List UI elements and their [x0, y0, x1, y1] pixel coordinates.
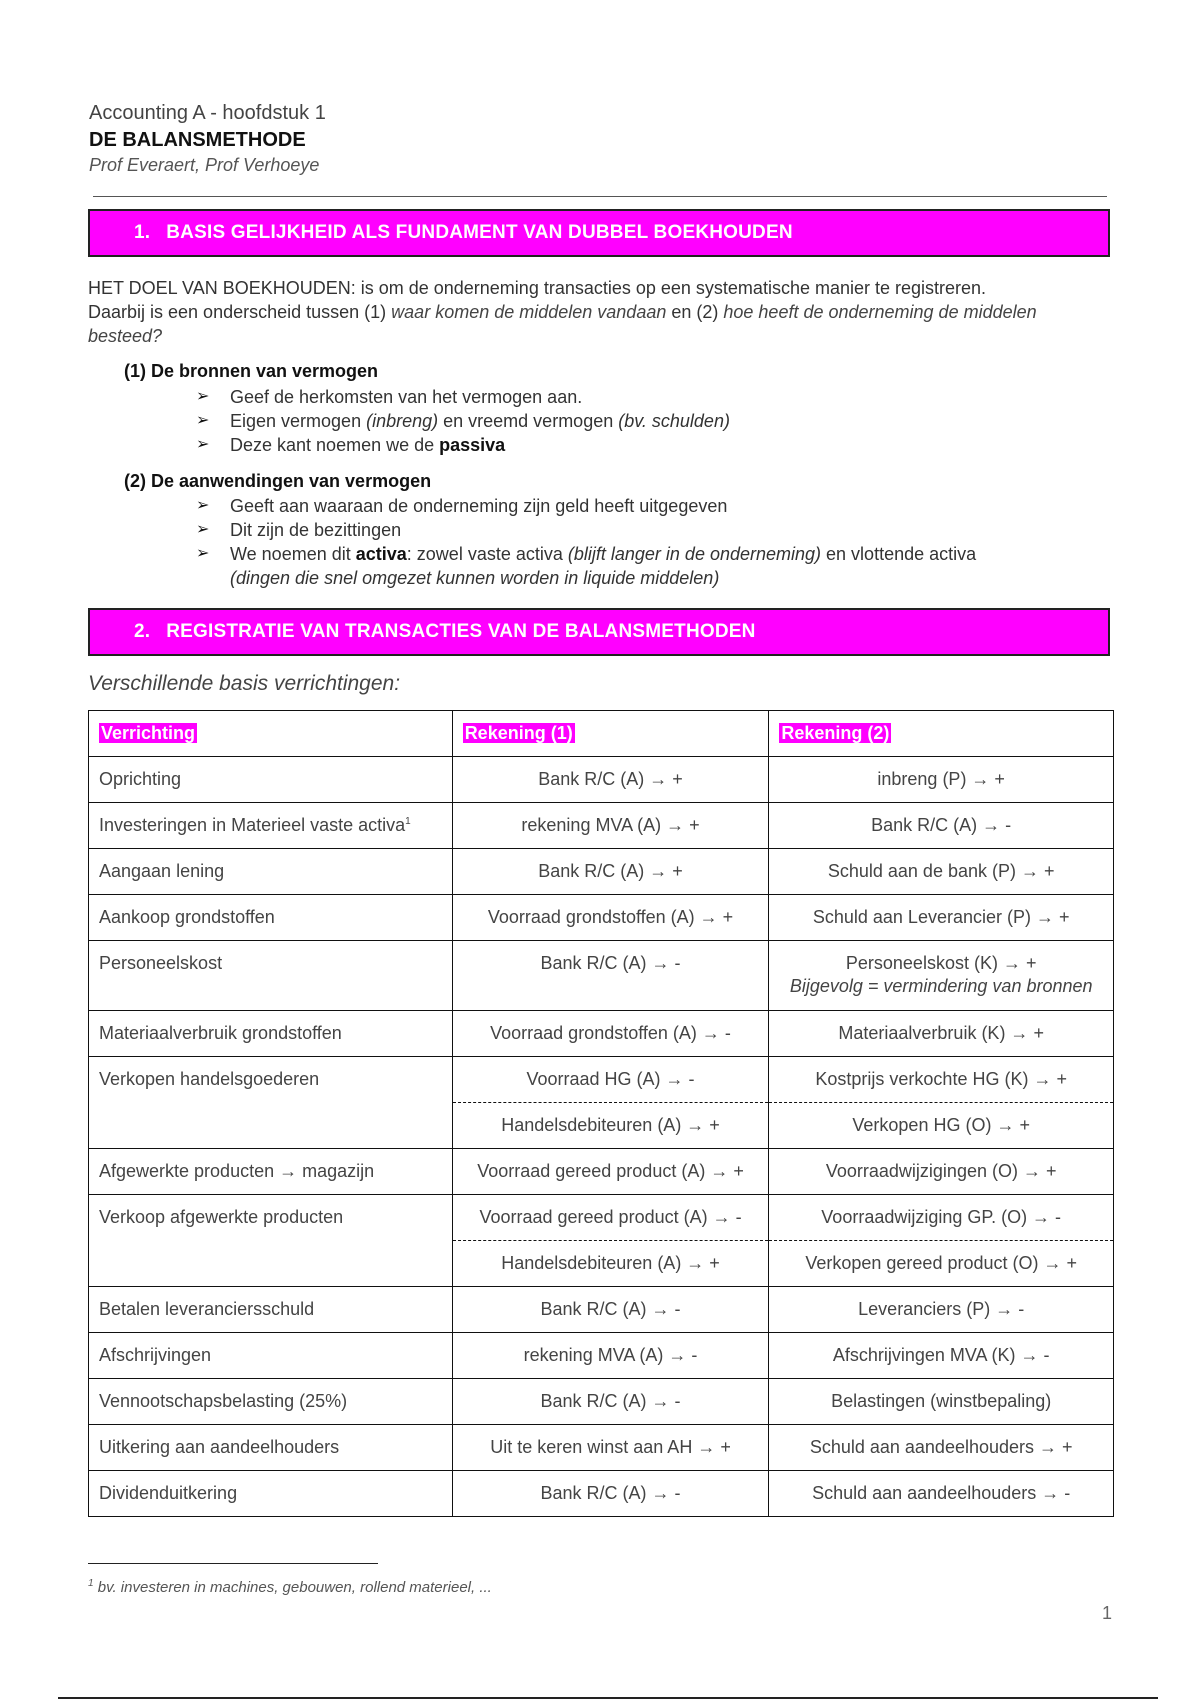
table-cell: inbreng (P) → + [769, 757, 1114, 803]
chapter-title: DE BALANSMETHODE [89, 129, 306, 151]
table-cell: Betalen leveranciersschuld [89, 1287, 453, 1333]
table-cell: Verkopen gereed product (O) → + [769, 1241, 1114, 1287]
table-row [89, 895, 1114, 941]
table-cell: Oprichting [89, 757, 453, 803]
table-cell: Voorraadwijzigingen (O) → + [769, 1149, 1114, 1195]
arrow-bullet-icon: ➢ [196, 521, 210, 538]
bronnen-list [196, 385, 1096, 457]
table-row [89, 1379, 1114, 1425]
list-item: ➢ Dit zijn de bezittingen [196, 520, 402, 540]
table-cell: Handelsdebiteuren (A) → + [452, 1103, 769, 1149]
table-cell: rekening MVA (A) → + [452, 803, 769, 849]
aanwendingen-list [196, 494, 1096, 590]
arrow-bullet-icon: ➢ [196, 497, 210, 514]
table-cell: rekening MVA (A) → - [452, 1333, 769, 1379]
table-row [89, 757, 1114, 803]
table-cell: Bank R/C (A) → - [452, 941, 769, 1011]
table-row [89, 1149, 1114, 1195]
column-header: Rekening (1) [452, 711, 769, 757]
table-cell: Voorraadwijziging GP. (O) → - [769, 1195, 1114, 1241]
table-cell: Dividenduitkering [89, 1471, 453, 1517]
table-cell: Voorraad gereed product (A) → - [452, 1195, 769, 1241]
table-cell: Aangaan lening [89, 849, 453, 895]
table-row [89, 849, 1114, 895]
table-cell: Materiaalverbruik (K) → + [769, 1011, 1114, 1057]
table-cell: Voorraad gereed product (A) → + [452, 1149, 769, 1195]
section-title: BASIS GELIJKHEID ALS FUNDAMENT VAN DUBBEL BOEKHOUDEN [166, 222, 793, 243]
table-row [89, 1195, 1114, 1241]
table-cell: Afschrijvingen [89, 1333, 453, 1379]
table-cell: Bank R/C (A) → + [452, 849, 769, 895]
table-row [89, 941, 1114, 1011]
column-header: Rekening (2) [769, 711, 1114, 757]
table-cell: Bank R/C (A) → - [452, 1471, 769, 1517]
table-cell: Bank R/C (A) → - [452, 1379, 769, 1425]
table-cell: Materiaalverbruik grondstoffen [89, 1011, 453, 1057]
list-item: ➢ Geeft aan waaraan de onderneming zijn geld heeft uitgegeven [196, 496, 728, 516]
table-cell: Verkopen HG (O) → + [769, 1103, 1114, 1149]
intro-line: HET DOEL VAN BOEKHOUDEN: is om de onderneming transacties op een systematische manier te registreren. [88, 278, 987, 298]
table-cell: Kostprijs verkochte HG (K) → + [769, 1057, 1114, 1103]
table-cell: Afschrijvingen MVA (K) → - [769, 1333, 1114, 1379]
table-row [89, 1011, 1114, 1057]
table-cell: Verkopen handelsgoederen [89, 1057, 453, 1149]
table-cell: Belastingen (winstbepaling) [769, 1379, 1114, 1425]
table-row [89, 803, 1114, 849]
table-row [89, 1287, 1114, 1333]
table-cell: Schuld aan aandeelhouders → - [769, 1471, 1114, 1517]
table-cell: Aankoop grondstoffen [89, 895, 453, 941]
table-cell: Schuld aan aandeelhouders → + [769, 1425, 1114, 1471]
transactions-table [88, 710, 1114, 1517]
arrow-bullet-icon: ➢ [196, 436, 210, 453]
intro-line: Daarbij is een onderscheid tussen (1) waar komen de middelen vandaan en (2) hoe heeft de onderneming de middelen [88, 302, 1037, 322]
table-cell: Verkoop afgewerkte producten [89, 1195, 453, 1287]
arrow-bullet-icon: ➢ [196, 412, 210, 429]
subheading-aanwendingen: (2) De aanwendingen van vermogen [124, 471, 432, 491]
table-cell: Voorraad grondstoffen (A) → - [452, 1011, 769, 1057]
authors: Prof Everaert, Prof Verhoeye [89, 155, 320, 175]
table-cell: Schuld aan de bank (P) → + [769, 849, 1114, 895]
table-cell: Personeelskost [89, 941, 453, 1011]
arrow-bullet-icon: ➢ [196, 545, 210, 562]
table-cell: Vennootschapsbelasting (25%) [89, 1379, 453, 1425]
subheading-bronnen: (1) De bronnen van vermogen [124, 361, 379, 381]
table-lead: Verschillende basis verrichtingen: [88, 672, 401, 695]
table-cell: Handelsdebiteuren (A) → + [452, 1241, 769, 1287]
table-cell: Personeelskost (K) → + Bijgevolg = vermindering van bronnen [769, 941, 1114, 1011]
table-cell: Investeringen in Materieel vaste activa$^1$ [89, 803, 453, 849]
intro-paragraph [88, 276, 1118, 348]
section-1-heading [88, 209, 1110, 257]
list-item: ➢ Deze kant noemen we de passiva [196, 435, 506, 455]
course-title: Accounting A - hoofdstuk 1 [89, 102, 326, 124]
section-number: 2. [134, 621, 151, 642]
table-cell: Schuld aan Leverancier (P) → + [769, 895, 1114, 941]
section-number: 1. [134, 222, 151, 243]
table-cell: Leveranciers (P) → - [769, 1287, 1114, 1333]
table-row [89, 1425, 1114, 1471]
list-item: ➢ Eigen vermogen (inbreng) en vreemd vermogen (bv. schulden) [196, 411, 730, 431]
table-cell: Voorraad HG (A) → - [452, 1057, 769, 1103]
page-number: 1 [1102, 1603, 1113, 1623]
table-cell: Voorraad grondstoffen (A) → + [452, 895, 769, 941]
footnote-divider [88, 1563, 378, 1564]
arrow-bullet-icon: ➢ [196, 388, 210, 405]
table-cell: Bank R/C (A) → - [769, 803, 1114, 849]
page-bottom-border [58, 1697, 1158, 1699]
table-row [89, 1057, 1114, 1103]
footnote-marker: 1 [405, 816, 411, 827]
section-title: REGISTRATIE VAN TRANSACTIES VAN DE BALANSMETHODEN [166, 621, 756, 642]
table-cell: Uitkering aan aandeelhouders [89, 1425, 453, 1471]
table-cell: Bank R/C (A) → + [452, 757, 769, 803]
section-2-heading [88, 608, 1110, 656]
footnote: $^1$ bv. investeren in machines, gebouwen, rollend materieel, ... [88, 1578, 492, 1596]
table-cell: Bank R/C (A) → - [452, 1287, 769, 1333]
intro-line: besteed? [88, 326, 163, 346]
table-header-row [89, 711, 1114, 757]
list-item: ➢ Geef de herkomsten van het vermogen aan. [196, 387, 583, 407]
table-row [89, 1471, 1114, 1517]
table-row [89, 1333, 1114, 1379]
table-cell: Afgewerkte producten → magazijn [89, 1149, 453, 1195]
table-cell: Uit te keren winst aan AH → + [452, 1425, 769, 1471]
column-header: Verrichting [89, 711, 453, 757]
list-item: ➢ We noemen dit activa: zowel vaste activa (blijft langer in de onderneming) en vlottende activa (dingen die snel omgezet kunnen worden in liquide middelen) [196, 544, 977, 588]
header-divider [93, 196, 1107, 197]
